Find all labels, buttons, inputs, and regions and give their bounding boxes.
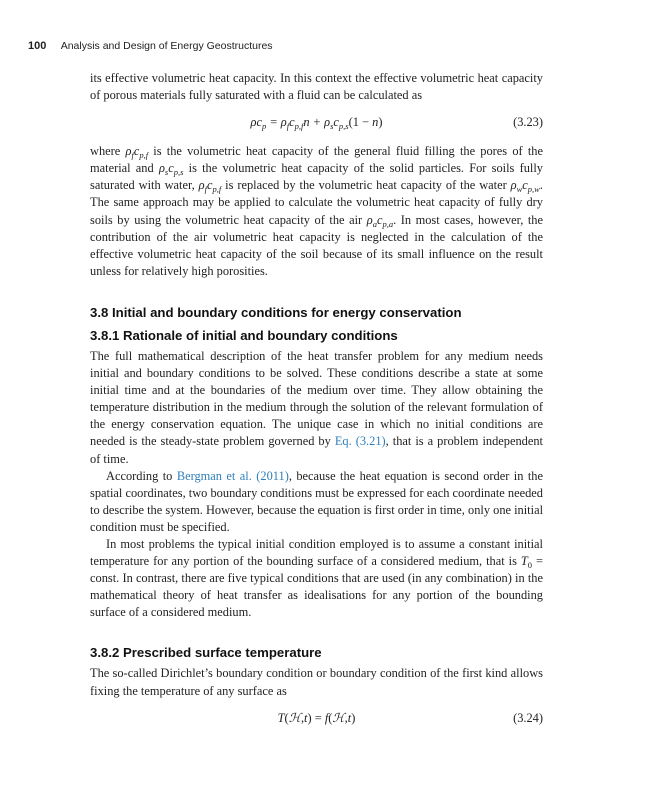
section-heading-3-8-2: 3.8.2 Prescribed surface temperature <box>90 645 322 661</box>
page-body <box>90 70 543 733</box>
paragraph-initial-condition: In most problems the typical initial condition employed is to assume a constant initial temperature for any portion of the bounding surface of a considered medium, that is $T_0$ = const. In contrast, there are five typical conditions that are used (in any combination) in the mathematical theory of heat transfer as idealisations for any portion of the bounding surface of a considered medium. <box>90 536 543 620</box>
paragraph-rationale: The full mathematical description of the heat transfer problem for any medium needs initial and boundary conditions to be solved. These conditions describe a state at some initial time and at the boundaries of the medium over time. They allow obtaining the temperature distribution in the medium through the solution of the relevant formulation of the energy conservation equation. The unique case in which no initial conditions are needed is the steady-state problem governed by Eq. (3.21), that is a problem independent of time. <box>90 348 543 466</box>
section-heading-3-8-1: 3.8.1 Rationale of initial and boundary conditions <box>90 327 398 343</box>
running-title: Analysis and Design of Energy Geostructures <box>60 40 273 52</box>
intro-paragraph: its effective volumetric heat capacity. In this context the effective volumetric heat capacity of porous materials fully saturated with a fluid can be calculated as <box>90 71 543 103</box>
paragraph-bergman: According to Bergman et al. (2011), because the heat equation is second order in the spatial coordinates, two boundary conditions must be expressed for each coordinate needed to describe the system. However, because the equation is first order in time, only one initial condition must be specified. <box>90 468 544 534</box>
paragraph-dirichlet: The so-called Dirichlet’s boundary condition or boundary condition of the first kind allows fixing the temperature of any surface as <box>90 666 543 698</box>
equation-3-23-body: $\rho c_p = \rho_fc_{p,f}n + \rho_sc_{p,s}(1 - n)$ <box>250 115 383 132</box>
equation-3-24-body: T(ℋ,t) = f(ℋ,t) <box>277 710 356 725</box>
citation-link[interactable]: Bergman et al. (2011) <box>176 468 289 483</box>
equation-3-23 <box>90 108 543 137</box>
equation-link[interactable]: Eq. (3.21) <box>334 434 386 449</box>
page-number: 100 <box>28 40 47 52</box>
where-paragraph: where $\rho_fc_{p,f}$ is the volumetric heat capacity of the general fluid filling the pores of the material and $\rho_sc_{p,s}$ is the volumetric heat capacity of the solid particles. For soils fully saturated with water, $\rho_fc_{p,f}$ is replaced by the volumetric heat capacity of the water $\rho_wc_{p,w}$. The same approach may be applied to calculate the volumetric heat capacity of fully dry soils by using the volumetric heat capacity of the air $\rho_ac_{p,a}$. In most cases, however, the contribution of the air volumetric heat capacity is neglected in the calculation of the effective volumetric heat capacity of the soil because of its small influence on the result unless for relatively high porosities. <box>90 144 544 278</box>
equation-number: (3.23) <box>513 115 543 130</box>
equation-number: (3.24) <box>513 710 543 725</box>
equation-3-24 <box>90 704 543 733</box>
running-header <box>28 40 273 52</box>
section-heading-3-8: 3.8 Initial and boundary conditions for energy conservation <box>90 304 462 320</box>
